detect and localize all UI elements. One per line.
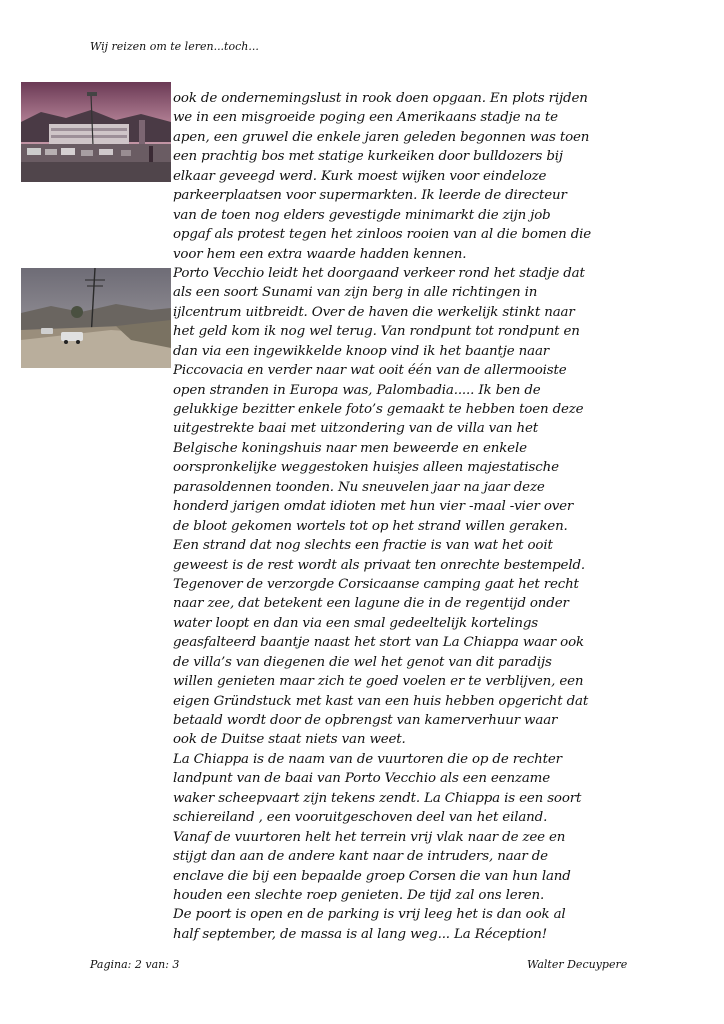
text-line: de villa’s van diegenen die wel het genot van dit paradijs — [173, 654, 552, 670]
text-line: als een soort Sunami van zijn berg in alle richtingen in — [173, 285, 538, 301]
page-number: Pagina: 2 van: 3 — [90, 958, 180, 971]
text-line: honderd jarigen omdat idioten met hun vier -maal -vier over — [173, 499, 574, 515]
text-line: La Chiappa is de naam van de vuurtoren die op de rechter — [173, 751, 562, 767]
text-line: betaald wordt door de opbrengst van kamerverhuur waar — [173, 713, 558, 728]
text-line: de bloot gekomen wortels tot op het strand willen geraken. — [173, 518, 568, 534]
text-line: Tegenover de verzorgde Corsicaanse camping gaat het recht — [173, 576, 579, 592]
text-line: het geld kom ik nog wel terug. Van rondpunt tot rondpunt en — [173, 324, 580, 340]
author-name: Walter Decuypere — [527, 958, 628, 971]
roadside-landscape-photo-icon — [21, 268, 171, 368]
text-line: schiereiland , een vooruitgeschoven deel van het eiland. — [173, 810, 548, 826]
text-line: half september, de massa is al lang weg... La Réception! — [173, 926, 547, 942]
text-line: een prachtig bos met statige kurkeiken door bulldozers bij — [173, 149, 563, 165]
text-line: we in een misgroeide poging een Amerikaans stadje na te — [173, 110, 558, 126]
text-line: elkaar geveegd werd. Kurk moest wijken voor eindeloze — [173, 168, 547, 184]
text-line: Belgische koningshuis naar men beweerde en enkele — [173, 440, 527, 456]
text-line: De poort is open en de parking is vrij leeg het is dan ook al — [173, 907, 566, 923]
text-line: ijlcentrum uitbreidt. Over de haven die werkelijk stinkt naar — [173, 304, 575, 320]
body-text — [173, 89, 661, 944]
text-line: geasfalteerd baantje naast het stort van La Chiappa waar ook — [173, 635, 584, 651]
text-line: houden een slechte roep genieten. De tijd zal ons leren. — [173, 887, 545, 903]
text-line: geweest is de rest wordt als privaat ten onrechte bestempeld. — [173, 557, 585, 573]
text-line: stijgt dan aan de andere kant naar de intruders, naar de — [173, 849, 548, 865]
text-line: ook de Duitse staat niets van weet. — [173, 732, 406, 748]
text-line: Porto Vecchio leidt het doorgaand verkeer rond het stadje dat — [173, 265, 585, 281]
text-line: dan via een ingewikkelde knoop vind ik het baantje naar — [173, 343, 550, 359]
text-line: ook de ondernemingslust in rook doen opgaan. En plots rijden — [173, 91, 588, 106]
text-line: landpunt van de baai van Porto Vecchio als een eenzame — [173, 771, 550, 787]
text-line: gelukkige bezitter enkele foto’s gemaakt te hebben toen deze — [173, 402, 584, 417]
page-header: Wij reizen om te leren...toch... — [90, 40, 259, 53]
text-line: open stranden in Europa was, Palombadia..... Ik ben de — [173, 382, 541, 398]
text-line: eigen Gründstuck met kast van een huis hebben opgericht dat — [173, 693, 589, 709]
text-line: parkeerplaatsen voor supermarkten. Ik leerde de directeur — [173, 188, 567, 204]
text-line: water loopt en dan via een smal gedeeltelijk kortelings — [173, 615, 539, 631]
text-line: naar zee, dat betekent een lagune die in de regentijd onder — [173, 596, 569, 612]
text-line: apen, een gruwel die enkele jaren geleden begonnen was toen — [173, 129, 590, 145]
text-line: Een strand dat nog slechts een fractie is van wat het ooit — [173, 538, 553, 554]
text-line: enclave die bij een bepaalde groep Corsen die van hun land — [173, 868, 571, 884]
text-line: Vanaf de vuurtoren helt het terrein vrij vlak naar de zee en — [173, 829, 566, 845]
text-line: parasoldennen toonden. Nu sneuvelen jaar na jaar deze — [173, 479, 545, 495]
text-line: willen genieten maar zich te goed voelen er te verblijven, een — [173, 674, 584, 690]
text-line: Piccovacia en verder naar wat ooit één van de allermooiste — [173, 363, 567, 379]
text-line: van de toen nog elders gevestigde minimarkt die zijn job — [173, 207, 551, 223]
text-line: oorspronkelijke weggestoken huisjes alleen majestatische — [173, 460, 559, 476]
text-line: voor hem een extra waarde hadden kennen. — [173, 246, 467, 262]
text-line: waker scheepvaart zijn tekens zendt. La Chiappa is een soort — [173, 790, 582, 806]
text-line: opgaf als protest tegen het zinloos rooien van al die bomen die — [173, 227, 592, 243]
text-line: uitgestrekte baai met uitzondering van de villa van het — [173, 421, 538, 437]
harbor-town-photo-icon — [21, 82, 171, 182]
